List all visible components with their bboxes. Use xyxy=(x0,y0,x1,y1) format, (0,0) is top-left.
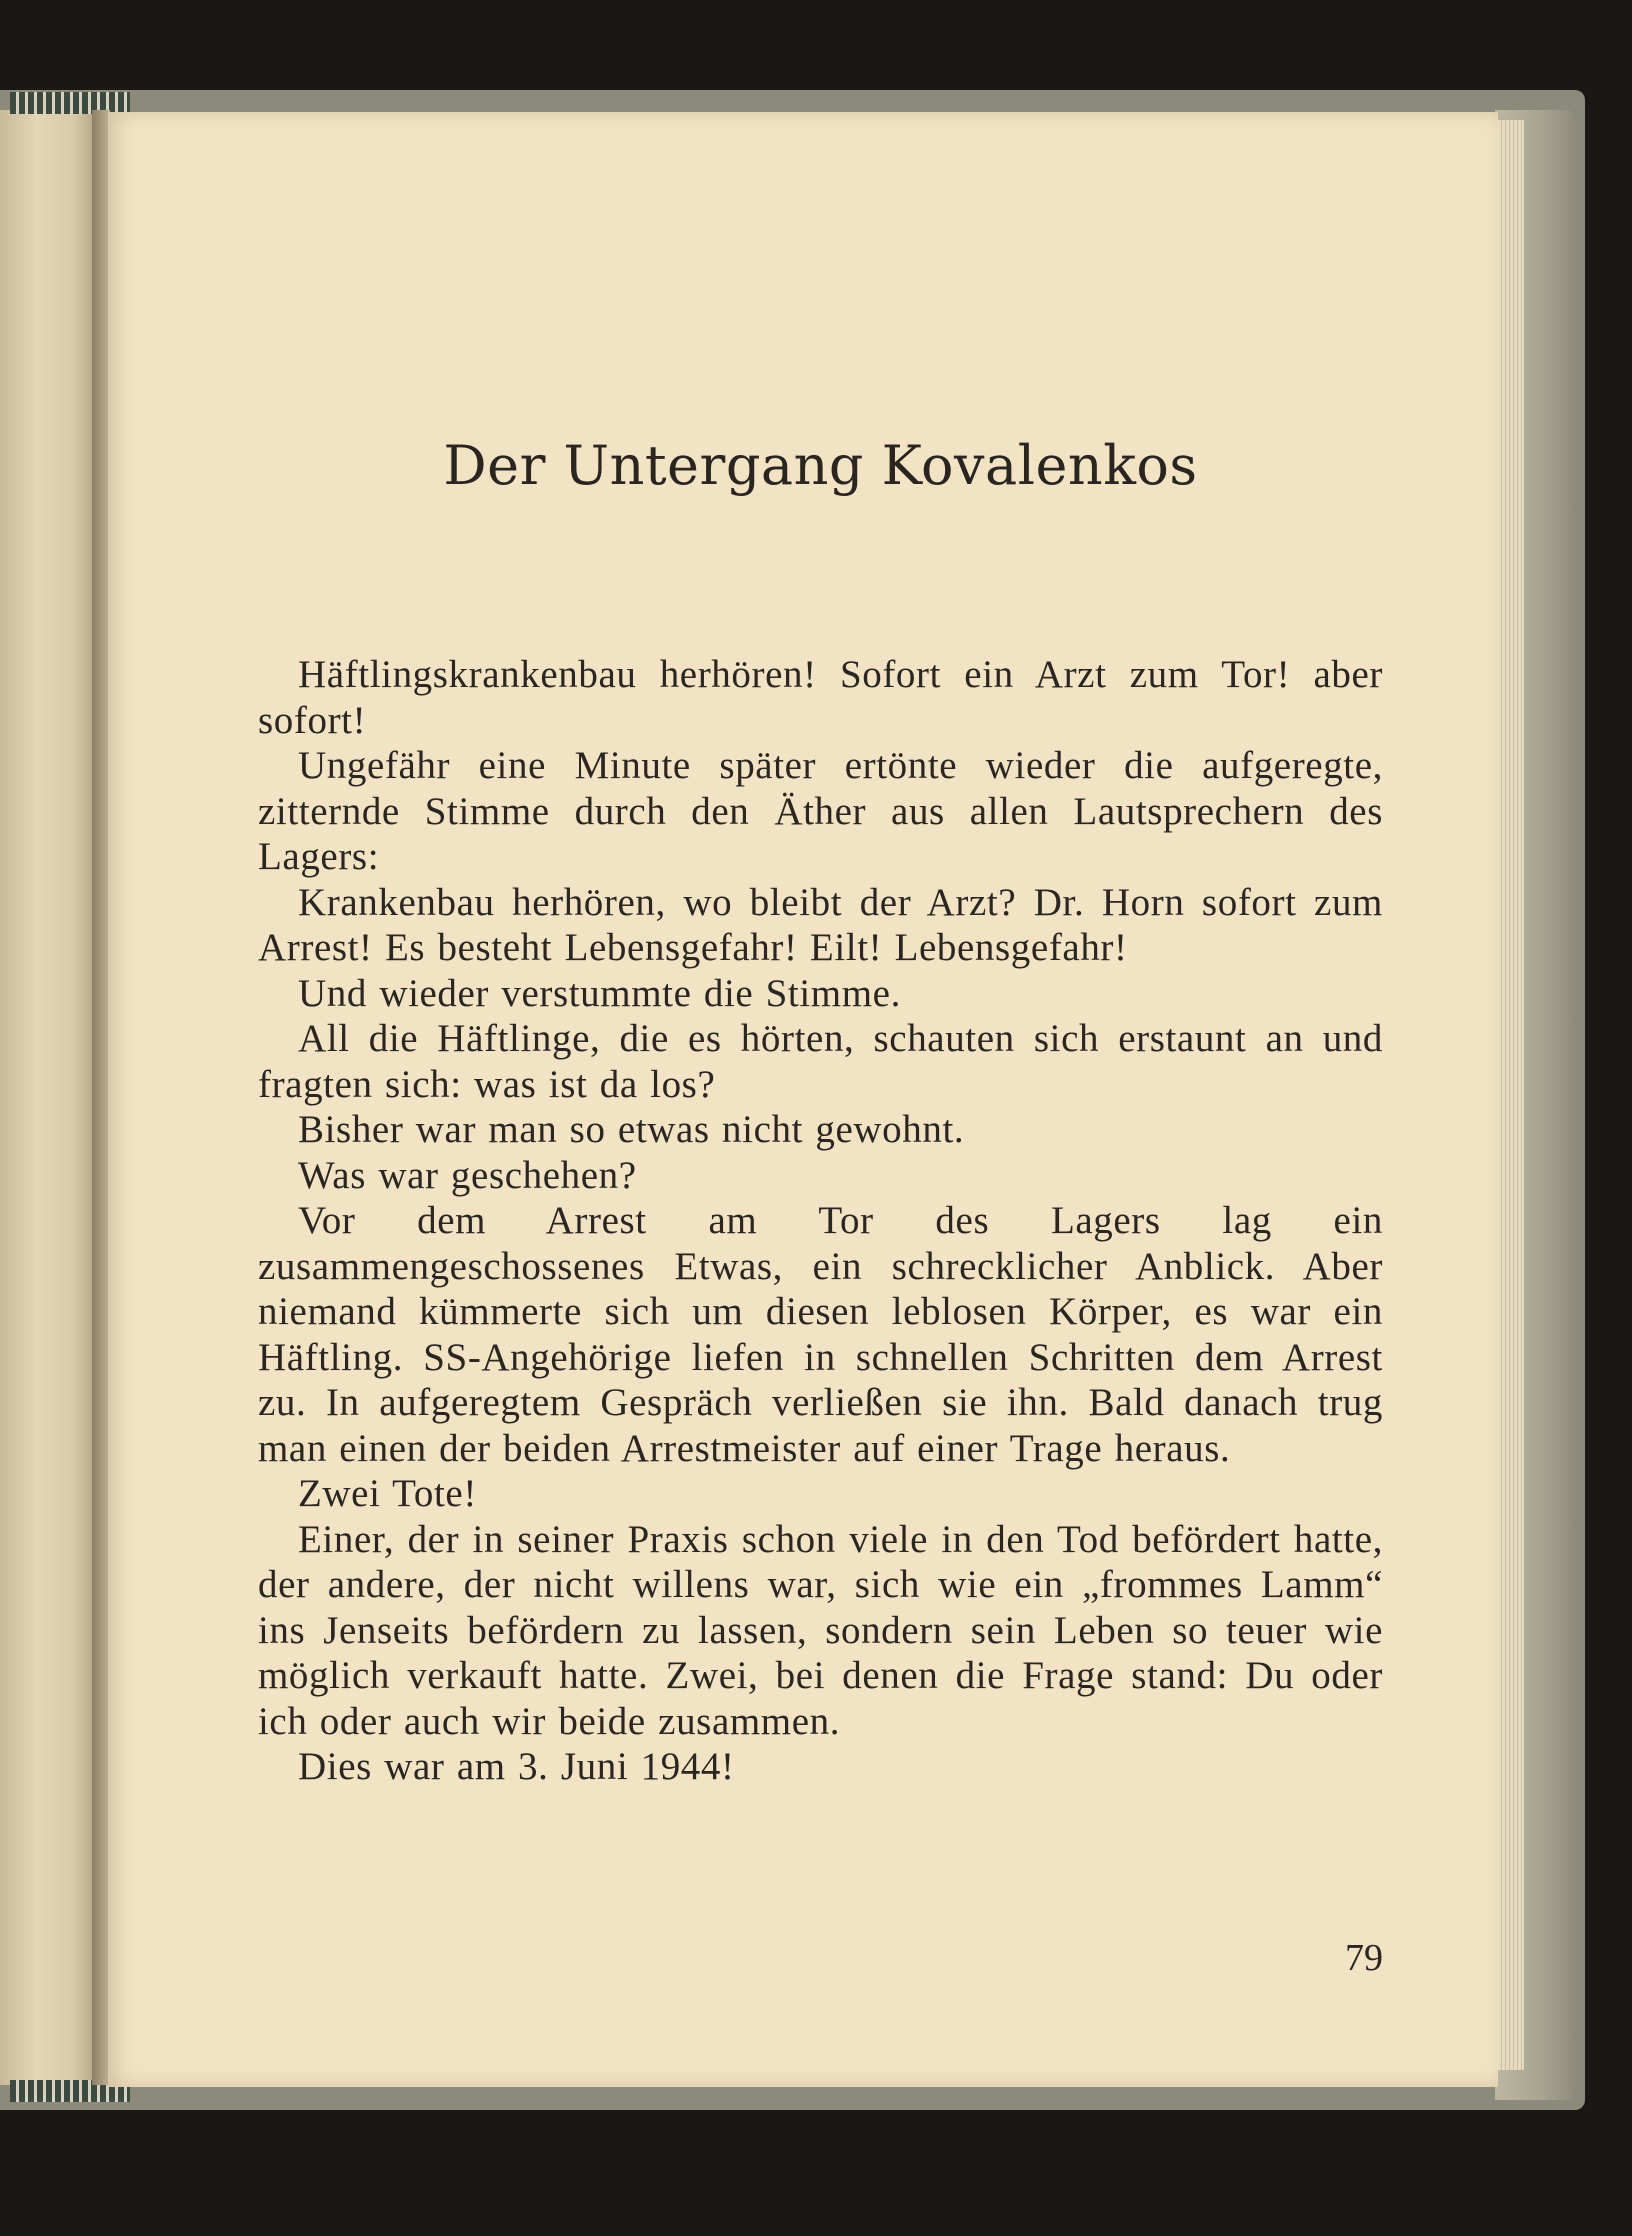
binding-thread-top xyxy=(10,92,130,114)
page-number: 79 xyxy=(1345,1937,1383,1979)
paragraph: Krankenbau herhören, wo bleibt der Arzt? Dr. Horn sofort zum Arrest! Es besteht Lebensgefahr! Eilt! Lebensgefahr! xyxy=(258,880,1383,969)
paragraph: Und wieder verstummte die Stimme. xyxy=(298,971,901,1015)
paragraph: Ungefähr eine Minute später ertönte wieder die aufgeregte, zitternde Stimme durch den Äther aus allen Lautsprechern des Lagers: xyxy=(258,744,1383,878)
chapter-title: Der Untergang Kovalenkos xyxy=(443,434,1198,497)
paragraph: Was war geschehen? xyxy=(298,1153,637,1197)
chapter-body xyxy=(258,652,1383,1790)
left-page xyxy=(0,110,92,2085)
paragraph: Häftlingskrankenbau herhören! Sofort ein Arzt zum Tor! aber sofort! xyxy=(258,653,1383,742)
paragraph: All die Häftlinge, die es hörten, schauten sich erstaunt an und fragten sich: was ist da los? xyxy=(258,1017,1383,1106)
paragraph: Einer, der in seiner Praxis schon viele in den Tod befördert hatte, der andere, der nicht willens war, sich wie ein „frommes Lamm“ ins Jenseits befördern zu lassen, sondern sein Leben so teuer wie möglich verkauft hatte. Zwei, bei denen die Frage stand: Du oder ich oder auch wir beide zusammen. xyxy=(258,1517,1383,1743)
paragraph: Vor dem Arrest am Tor des Lagers lag ein zusammengeschossenes Etwas, ein schrecklicher Anblick. Aber niemand kümmerte sich um diesen leblosen Körper, es war ein Häftling. SS-Angehörige liefen in schnellen Schritten dem Arrest zu. In aufgeregtem Gespräch verließen sie ihn. Bald danach trug man einen der beiden Arrestmeister auf einer Trage heraus. xyxy=(258,1199,1383,1470)
right-page xyxy=(108,112,1498,2087)
paragraph: Bisher war man so etwas nicht gewohnt. xyxy=(298,1108,965,1151)
paragraph: Zwei Tote! xyxy=(298,1472,477,1515)
paragraph: Dies war am 3. Juni 1944! xyxy=(298,1745,735,1788)
